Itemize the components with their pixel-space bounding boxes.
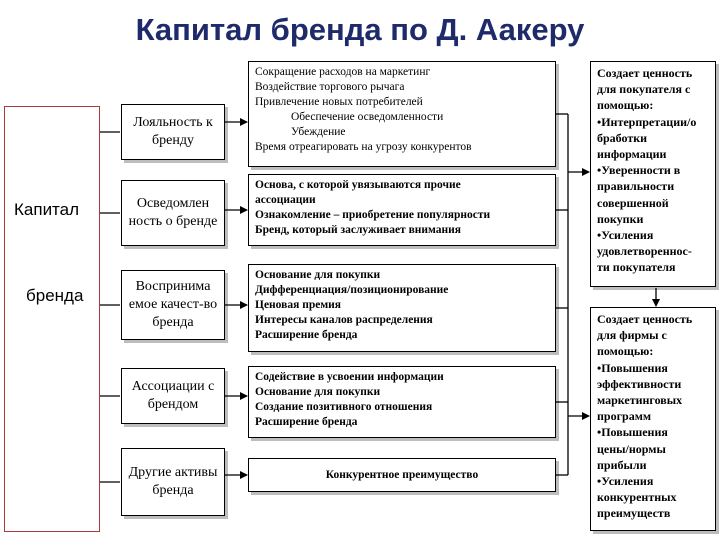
description-line: Бренд, который заслуживает внимания [255, 224, 462, 236]
value-line: •Уверенности в [597, 163, 681, 178]
asset-box-associations: Ассоциации с брендом [121, 368, 225, 424]
value-line: цены/нормы [597, 441, 666, 456]
value-line: преимуществ [597, 506, 671, 521]
value-line: прибыли [597, 457, 647, 472]
value-line: конкурентных [597, 490, 677, 505]
value-line: •Усиления [597, 228, 654, 243]
description-line: Убеждение [291, 126, 346, 138]
value-line: •Повышения [597, 425, 668, 440]
value-line: Создает ценность [597, 66, 693, 80]
value-line: маркетинговых [597, 393, 683, 408]
value-line: бработки [597, 130, 648, 145]
asset-box-loyalty: Лояльность к бренду [121, 104, 225, 160]
description-line: Время отреагировать на угрозу конкурентов [255, 141, 472, 153]
asset-box-other-assets: Другие активы бренда [121, 448, 225, 516]
value-line: для покупателя с [597, 82, 691, 97]
description-line: Обеспечение осведомленности [291, 111, 444, 123]
description-line: Воздействие торгового рычага [255, 81, 405, 93]
description-line: Расширение бренда [255, 329, 358, 341]
value-line: эффективности [597, 376, 682, 391]
description-line: Основание для покупки [255, 269, 381, 281]
description-line: Дифференциация/позиционирование [255, 284, 449, 296]
value-line: помощью: [597, 98, 654, 113]
description-line: Содействие в усвоении информации [255, 371, 444, 383]
description-line: Ознакомление – приобретение популярности [255, 209, 491, 221]
value-line: программ [597, 409, 652, 424]
value-line: •Повышения [597, 360, 668, 375]
description-line: Привлечение новых потребителей [255, 96, 423, 108]
value-line: правильности [597, 179, 675, 194]
value-line: совершенной [597, 195, 669, 210]
description-line: Основа, с которой увязываются прочие [255, 179, 461, 191]
description-line: Основание для покупки [255, 386, 381, 398]
asset-box-perceived-quality: Воспринима емое качест-во бренда [121, 270, 225, 340]
description-line: Создание позитивного отношения [255, 401, 433, 413]
description-line: Расширение бренда [255, 416, 358, 428]
value-line: удовлетвореннос- [597, 244, 692, 259]
description-line: Ценовая премия [255, 299, 342, 311]
description-line: Конкурентное преимущество [325, 468, 479, 481]
page-title: Капитал бренда по Д. Аакеру [135, 12, 585, 47]
brand-capital-label-1: Капитал [14, 200, 80, 219]
brand-capital-label-2: бренда [26, 286, 84, 305]
description-line: Интересы каналов распределения [255, 314, 433, 326]
value-line: для фирмы с [597, 328, 667, 343]
value-line: ти покупателя [597, 260, 676, 275]
description-line: Сокращение расходов на маркетинг [255, 66, 431, 78]
value-line: помощью: [597, 344, 654, 359]
value-line: Создает ценность [597, 312, 693, 326]
value-line: информации [597, 147, 667, 162]
asset-box-awareness: Осведомлен ность о бренде [121, 180, 225, 246]
value-line: покупки [597, 211, 644, 226]
value-line: •Усиления [597, 474, 654, 489]
description-line: ассоциации [255, 194, 316, 206]
value-line: •Интерпретации/о [597, 114, 697, 129]
